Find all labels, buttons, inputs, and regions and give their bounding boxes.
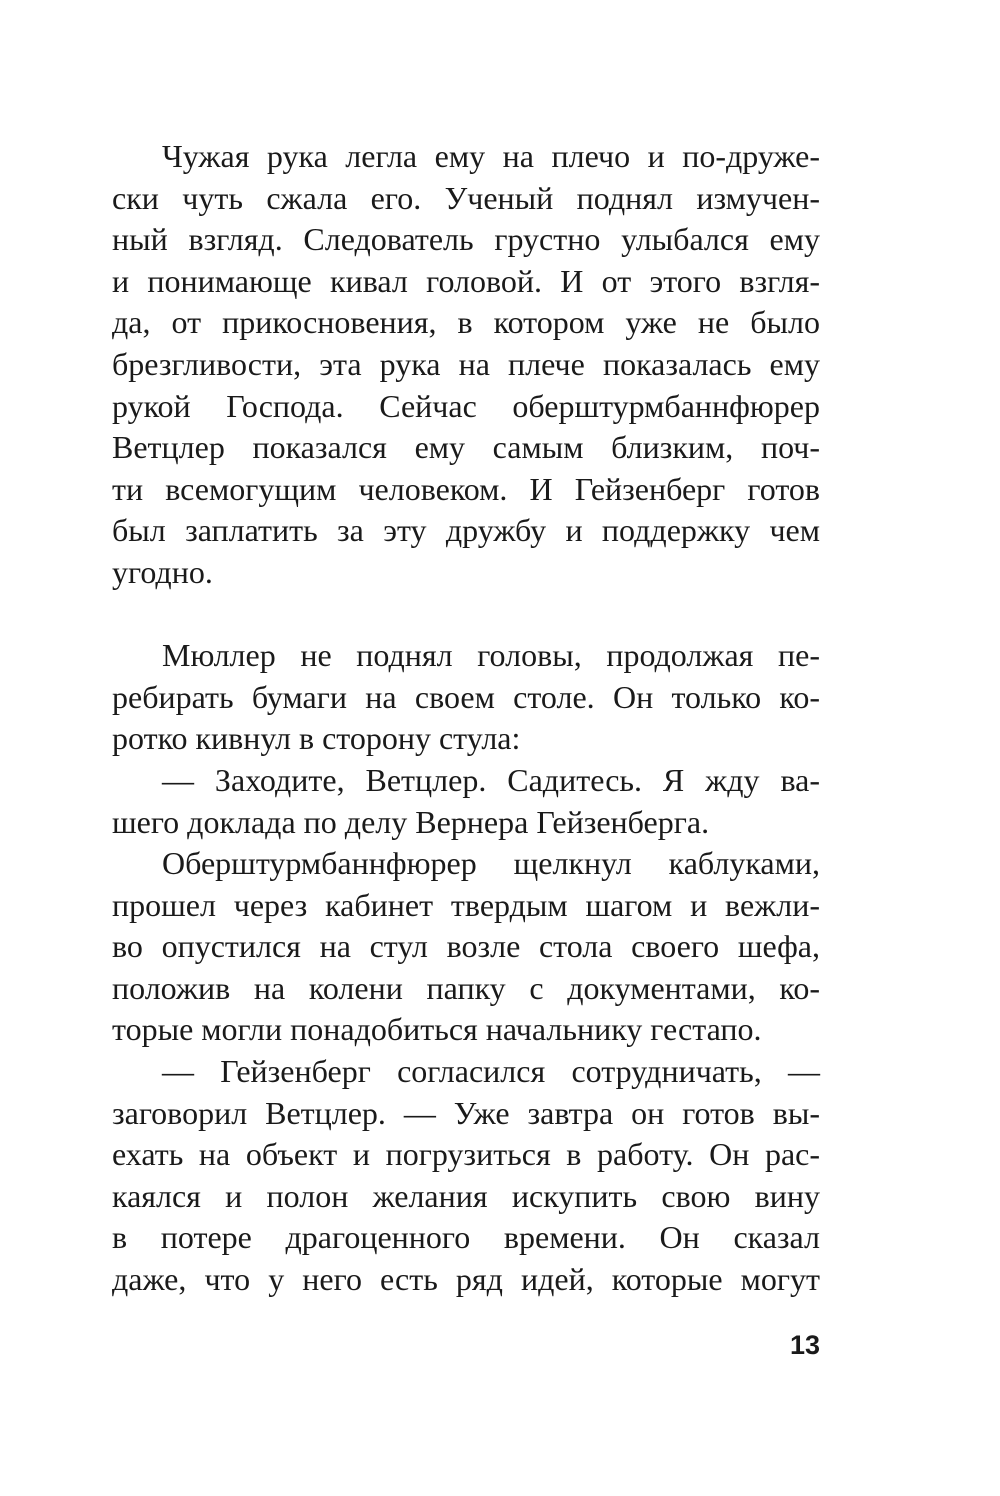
text-line: положив на колени папку с документами, ко- (112, 969, 820, 1006)
text-line: ный взгляд. Следователь грустно улыбался ему (112, 221, 820, 258)
text-line: ски чуть сжала его. Ученый поднял измучен- (112, 179, 820, 216)
text-line: ребирать бумаги на своем столе. Он только ко- (112, 678, 820, 715)
text-line: во опустился на стул возле стола своего шефа, (112, 928, 820, 965)
text-line: да, от прикосновения, в котором уже не было (112, 304, 820, 341)
text-line: шего доклада по делу Вернера Гейзенберга. (112, 803, 710, 840)
text-line: Ветцлер показался ему самым близким, поч- (112, 429, 820, 466)
text-line: ротко кивнул в сторону стула: (112, 720, 521, 757)
text-line: заговорил Ветцлер. — Уже завтра он готов вы- (112, 1094, 820, 1131)
text-line: — Гейзенберг согласился сотрудничать, — (162, 1053, 820, 1090)
page-number: 13 (789, 1330, 820, 1360)
text-line: рукой Господа. Сейчас оберштурмбаннфюрер (112, 387, 820, 424)
text-line: каялся и полон желания искупить свою вину (112, 1177, 820, 1214)
text-line: Оберштурмбаннфюрер щелкнул каблуками, (162, 845, 820, 882)
text-line: Мюллер не поднял головы, продолжая пе- (162, 637, 820, 674)
text-line: брезгливости, эта рука на плече показалась ему (112, 345, 820, 382)
text-line: Чужая рука легла ему на плечо и по-друже- (162, 138, 820, 174)
text-line: в потере драгоценного времени. Он сказал (112, 1219, 820, 1256)
text-line: прошел через кабинет твердым шагом и вежли- (112, 886, 820, 923)
body-text (112, 136, 820, 1301)
text-line: и понимающе кивал головой. И от этого взгля- (112, 262, 820, 299)
text-line: был заплатить за эту дружбу и поддержку чем (112, 512, 820, 549)
text-line: ехать на объект и погрузиться в работу. Он рас- (112, 1136, 820, 1173)
text-line: ти всемогущим человеком. И Гейзенберг готов (112, 470, 820, 507)
text-line: даже, что у него есть ряд идей, которые могут (112, 1261, 820, 1298)
text-line: торые могли понадобиться начальнику гестапо. (112, 1011, 762, 1048)
text-line: — Заходите, Ветцлер. Садитесь. Я жду ва- (162, 761, 820, 798)
text-line: угодно. (112, 553, 213, 590)
section-break (112, 594, 820, 636)
